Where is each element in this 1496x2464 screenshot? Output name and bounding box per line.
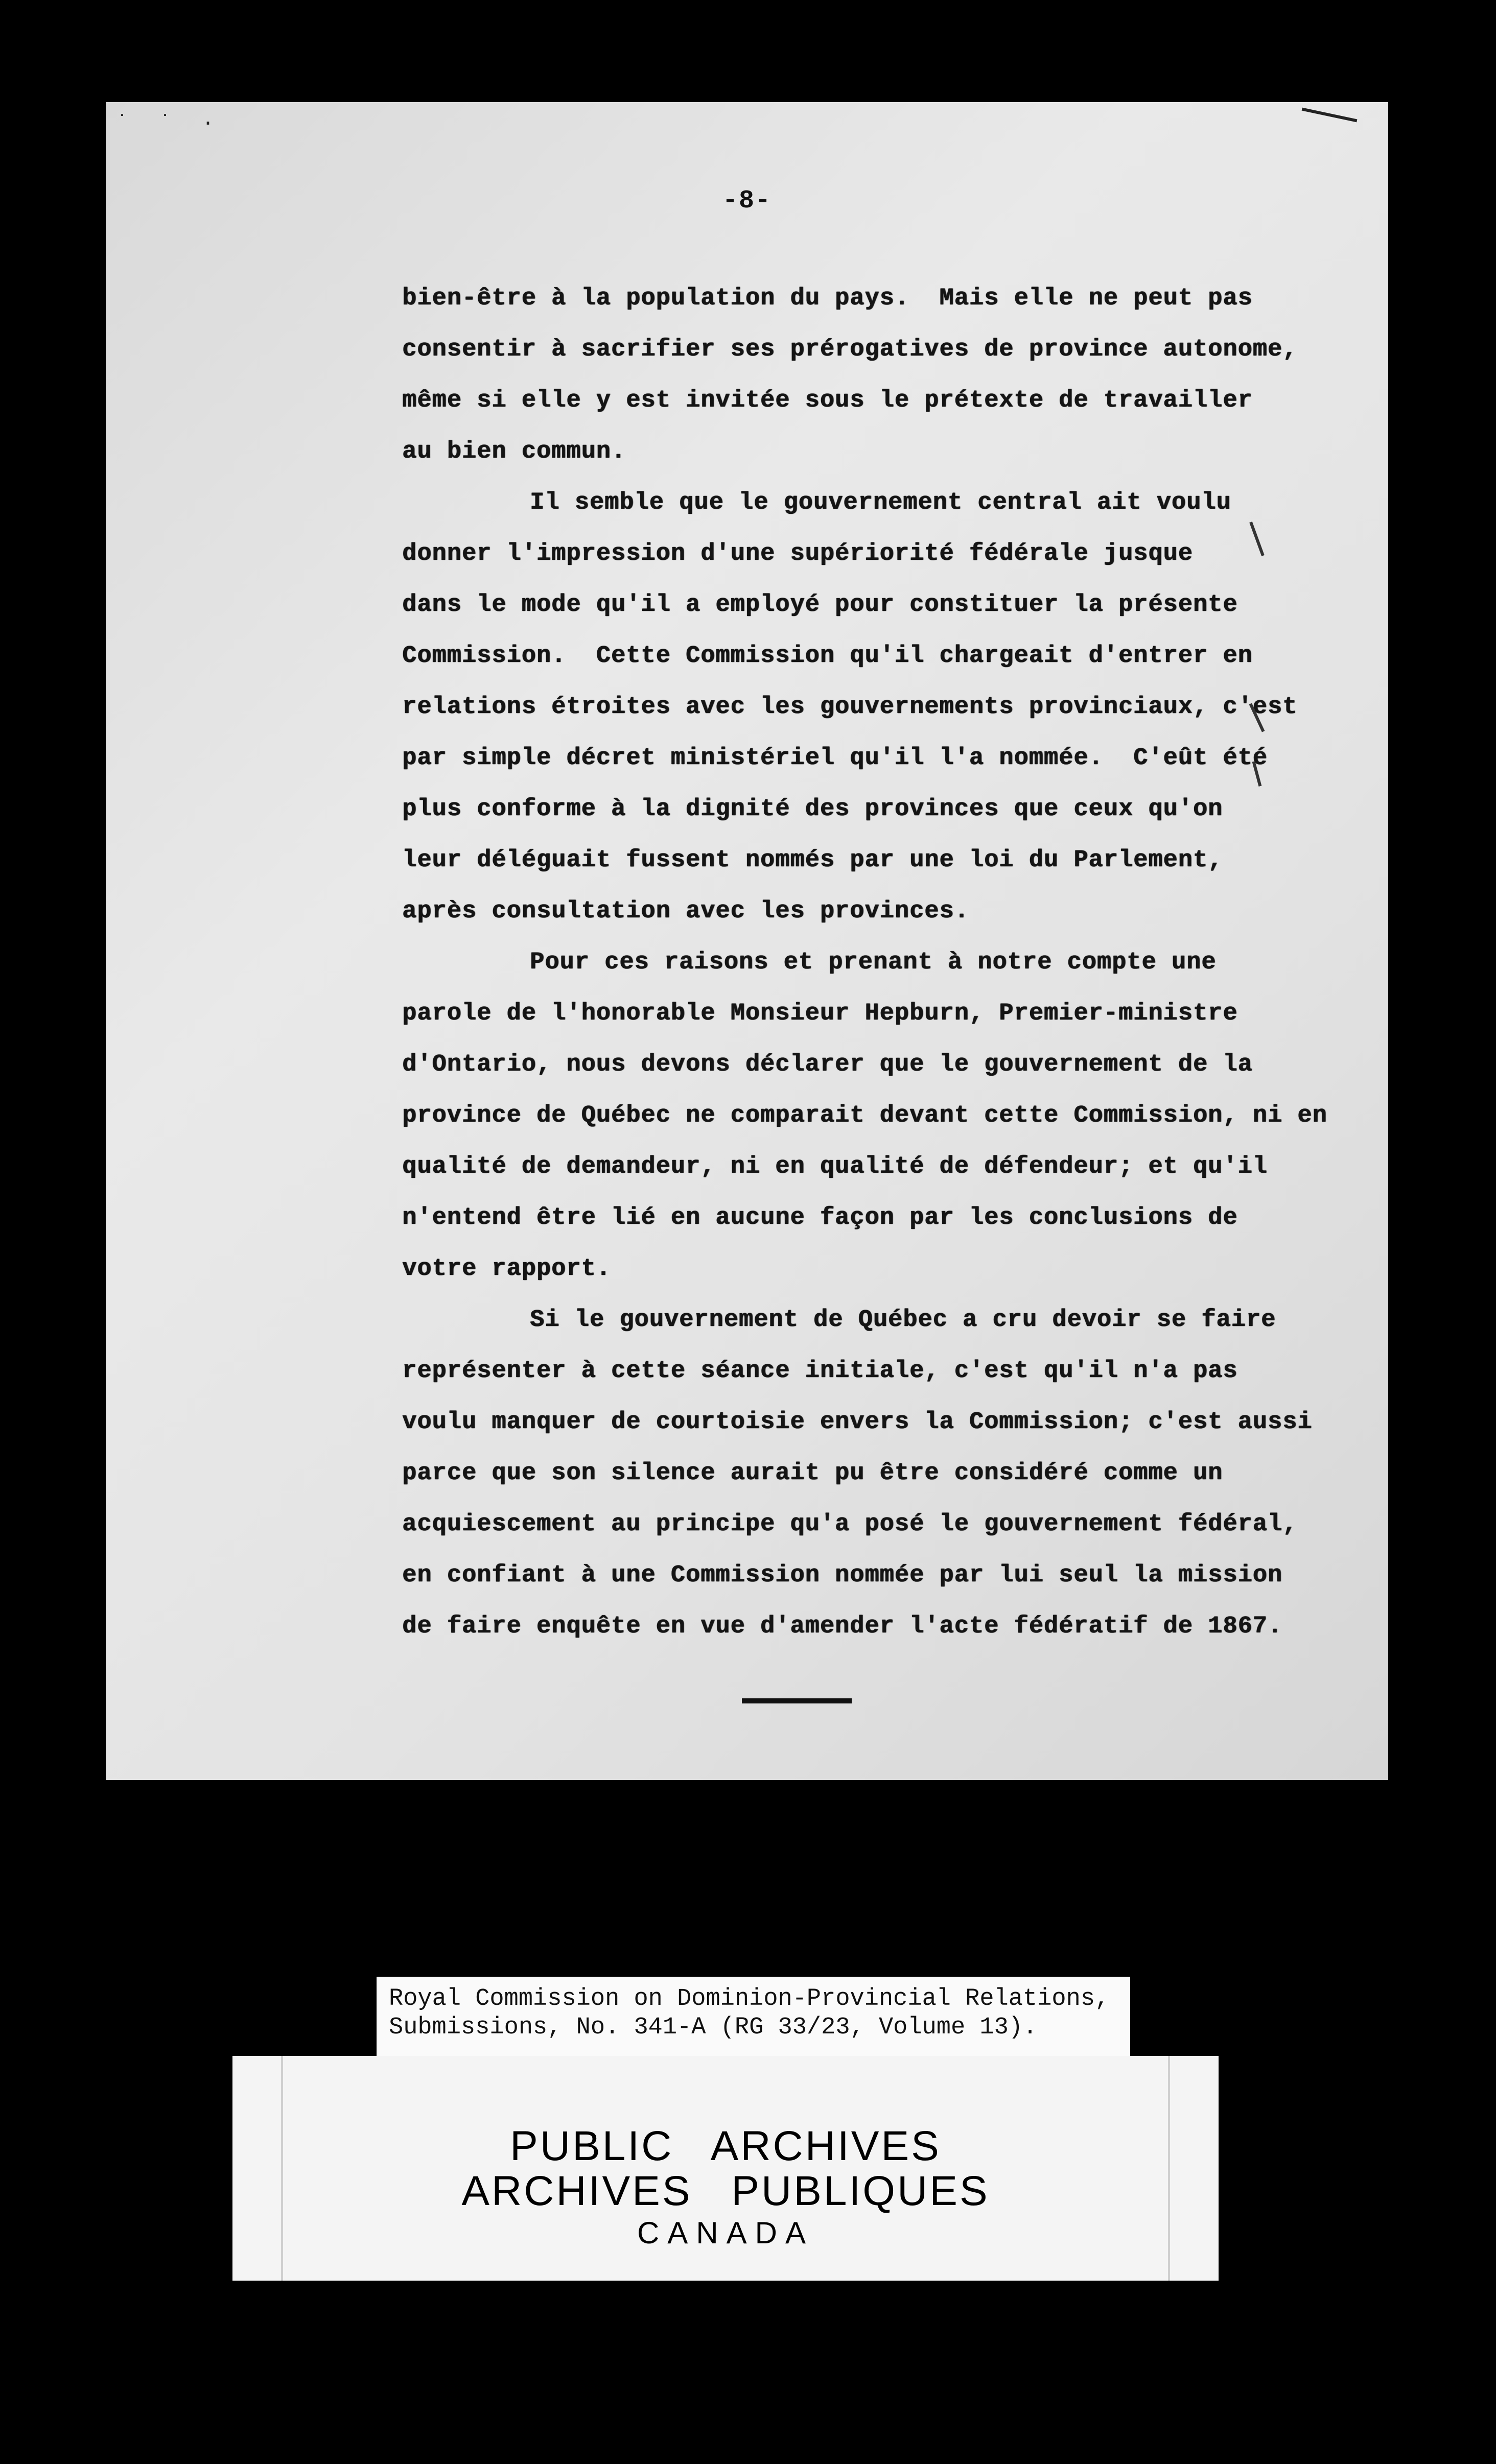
text-line: bien-être à la population du pays. Mais elle ne peut pas (402, 285, 1253, 312)
text-line: dans le mode qu'il a employé pour constituer la présente (402, 591, 1238, 619)
stamp-inner-panel (281, 2056, 1170, 2281)
archives-stamp-card (232, 2056, 1219, 2281)
page-number: -8- (722, 186, 772, 216)
dust-specks: ˙ ˙ · (116, 112, 224, 135)
text-line: en confiant à une Commission nommée par lui seul la mission (402, 1562, 1283, 1589)
stamp-line-archives-publiques: ARCHIVES PUBLIQUES (461, 2168, 990, 2214)
corner-fold-mark (1302, 108, 1358, 123)
document-page (106, 102, 1388, 1780)
text-line: voulu manquer de courtoisie envers la Commission; c'est aussi (402, 1409, 1313, 1436)
text-line: au bien commun. (402, 438, 626, 465)
text-line: votre rapport. (402, 1255, 611, 1283)
stamp-line-public-archives: PUBLIC ARCHIVES (510, 2123, 941, 2169)
text-line: qualité de demandeur, ni en qualité de défendeur; et qu'il (402, 1153, 1268, 1180)
stamp-line-canada: CANADA (637, 2216, 814, 2250)
text-line: acquiescement au principe qu'a posé le gouvernement fédéral, (402, 1511, 1298, 1538)
text-line: n'entend être lié en aucune façon par les conclusions de (402, 1204, 1238, 1231)
text-line: donner l'impression d'une supériorité fédérale jusque (402, 540, 1193, 567)
archive-reference-label (377, 1977, 1130, 2061)
text-line: plus conforme à la dignité des provinces que ceux qu'on (402, 796, 1223, 823)
text-line: parole de l'honorable Monsieur Hepburn, Premier-ministre (402, 1000, 1238, 1027)
text-line: consentir à sacrifier ses prérogatives de province autonome, (402, 336, 1298, 363)
text-line: relations étroites avec les gouvernements provinciaux, c'est (402, 694, 1298, 721)
text-line: de faire enquête en vue d'amender l'acte fédératif de 1867. (402, 1613, 1283, 1640)
text-line: Pour ces raisons et prenant à notre compte une (530, 949, 1217, 976)
text-line: parce que son silence aurait pu être considéré comme un (402, 1460, 1223, 1487)
text-line: d'Ontario, nous devons déclarer que le gouvernement de la (402, 1051, 1253, 1078)
text-line: Si le gouvernement de Québec a cru devoir se faire (530, 1307, 1276, 1334)
text-line: même si elle y est invitée sous le prétexte de travailler (402, 387, 1253, 414)
text-line: province de Québec ne comparait devant cette Commission, ni en (402, 1102, 1327, 1129)
text-line: après consultation avec les provinces. (402, 898, 969, 925)
text-line: représenter à cette séance initiale, c'est qu'il n'a pas (402, 1358, 1238, 1385)
text-line: Il semble que le gouvernement central ait voulu (530, 489, 1231, 516)
archive-reference-line: Submissions, No. 341-A (RG 33/23, Volume 13). (389, 2014, 1038, 2041)
text-line: Commission. Cette Commission qu'il chargeait d'entrer en (402, 643, 1253, 670)
end-rule (742, 1698, 852, 1703)
archive-reference-line: Royal Commission on Dominion-Provincial Relations, (389, 1985, 1110, 2012)
text-line: par simple décret ministériel qu'il l'a nommée. C'eût été (402, 745, 1268, 772)
margin-pencil-mark (1249, 522, 1265, 556)
text-line: leur déléguait fussent nommés par une loi du Parlement, (402, 847, 1223, 874)
